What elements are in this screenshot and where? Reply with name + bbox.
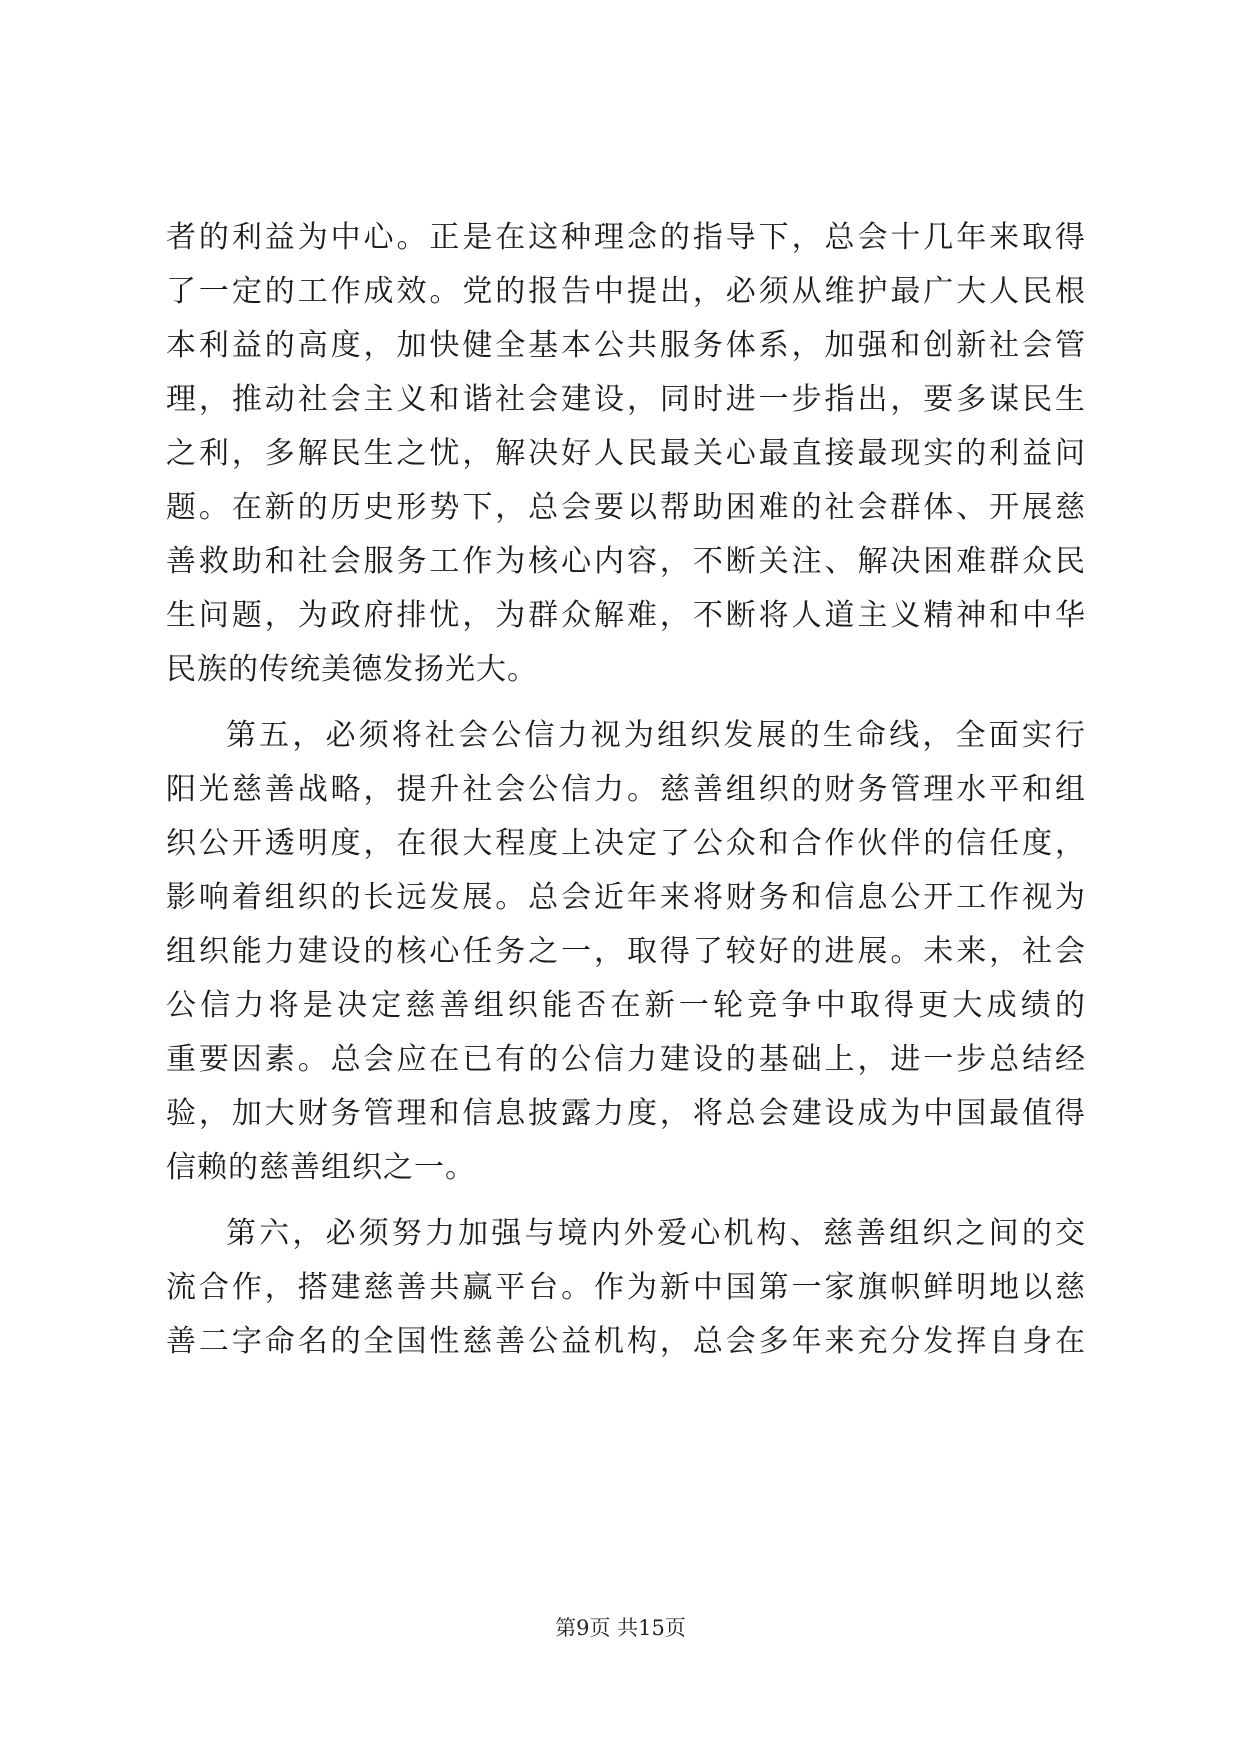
text-line: 重要因素。总会应在已有的公信力建设的基础上，进一步总结经 bbox=[166, 1042, 1086, 1077]
text-line: 公信力将是决定慈善组织能否在新一轮竞争中取得更大成绩的 bbox=[166, 988, 1086, 1023]
text-line: 者的利益为中心。正是在这种理念的指导下，总会十几年来取得 bbox=[166, 220, 1086, 255]
text-line: 了一定的工作成效。党的报告中提出，必须从维护最广大人民根 bbox=[166, 274, 1086, 309]
text-line: 影响着组织的长远发展。总会近年来将财务和信息公开工作视为 bbox=[166, 880, 1086, 915]
page-footer: 第9页 共15页 bbox=[555, 1616, 686, 1640]
text-line: 阳光慈善战略，提升社会公信力。慈善组织的财务管理水平和组 bbox=[166, 772, 1086, 807]
text-line: 本利益的高度，加快健全基本公共服务体系，加强和创新社会管 bbox=[166, 328, 1086, 363]
text-line: 验，加大财务管理和信息披露力度，将总会建设成为中国最值得 bbox=[166, 1096, 1086, 1131]
text-line: 组织能力建设的核心任务之一，取得了较好的进展。未来，社会 bbox=[166, 934, 1086, 969]
text-line: 流合作，搭建慈善共赢平台。作为新中国第一家旗帜鲜明地以慈 bbox=[166, 1270, 1086, 1305]
text-line: 织公开透明度，在很大程度上决定了公众和合作伙伴的信任度， bbox=[166, 826, 1086, 861]
text-line: 生问题，为政府排忧，为群众解难，不断将人道主义精神和中华 bbox=[166, 598, 1086, 633]
text-line: 理，推动社会主义和谐社会建设，同时进一步指出，要多谋民生 bbox=[166, 382, 1086, 417]
text-line: 民族的传统美德发扬光大。 bbox=[166, 652, 538, 687]
paragraph-first-line: 第五，必须将社会公信力视为组织发展的生命线，全面实行 bbox=[226, 718, 1086, 753]
paragraph-first-line: 第六，必须努力加强与境内外爱心机构、慈善组织之间的交 bbox=[226, 1216, 1086, 1251]
text-line: 善救助和社会服务工作为核心内容，不断关注、解决困难群众民 bbox=[166, 544, 1086, 579]
text-line: 题。在新的历史形势下，总会要以帮助困难的社会群体、开展慈 bbox=[166, 490, 1086, 525]
text-line: 信赖的慈善组织之一。 bbox=[166, 1150, 476, 1185]
text-line: 善二字命名的全国性慈善公益机构，总会多年来充分发挥自身在 bbox=[166, 1324, 1086, 1359]
text-line: 之利，多解民生之忧，解决好人民最关心最直接最现实的利益问 bbox=[166, 436, 1086, 471]
